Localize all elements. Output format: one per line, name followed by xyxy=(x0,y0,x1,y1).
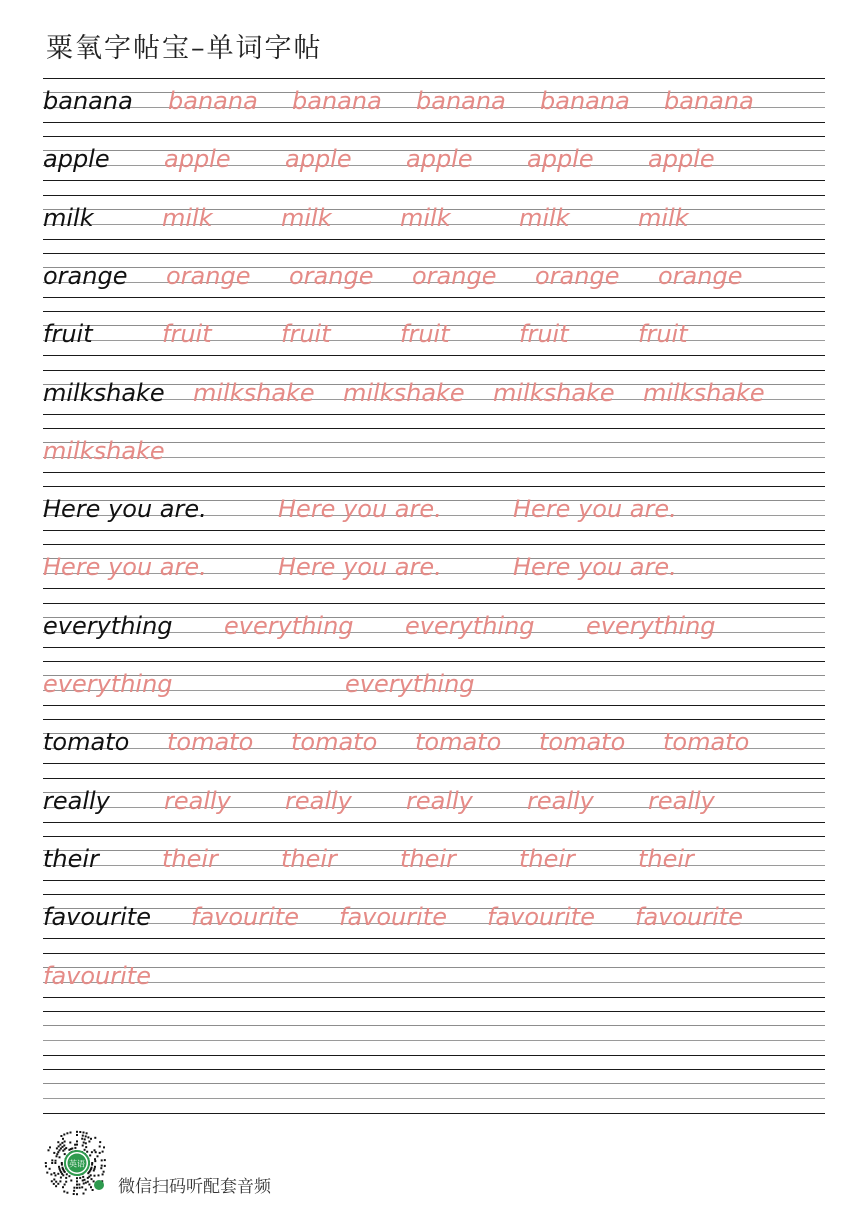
guide-line xyxy=(43,311,825,312)
guide-line xyxy=(43,428,825,429)
qr-code[interactable] xyxy=(42,1128,112,1198)
guide-line xyxy=(43,661,825,662)
writing-row xyxy=(43,547,825,605)
trace-word: their xyxy=(519,845,575,873)
trace-word: apple xyxy=(285,145,352,173)
model-word: tomato xyxy=(43,728,130,756)
writing-row xyxy=(43,373,825,431)
app-icon xyxy=(94,1180,104,1190)
writing-row xyxy=(43,839,825,897)
guide-line xyxy=(43,836,825,837)
trace-word: their xyxy=(400,845,456,873)
guide-line xyxy=(43,1011,825,1012)
trace-word: their xyxy=(638,845,694,873)
writing-row xyxy=(43,664,825,722)
guide-line xyxy=(43,778,825,779)
writing-row xyxy=(43,314,825,372)
trace-word: everything xyxy=(345,670,475,698)
writing-row xyxy=(43,81,825,139)
guide-line xyxy=(43,953,825,954)
trace-word: fruit xyxy=(638,320,688,348)
trace-word: fruit xyxy=(162,320,212,348)
model-word: favourite xyxy=(43,903,151,931)
trace-word: everything xyxy=(405,612,535,640)
trace-word: banana xyxy=(540,87,630,115)
trace-word: milk xyxy=(162,204,213,232)
trace-word: orange xyxy=(289,262,374,290)
trace-word: tomato xyxy=(291,728,378,756)
trace-word: milkshake xyxy=(43,437,165,465)
model-word: Here you are. xyxy=(43,495,207,523)
trace-word: apple xyxy=(406,145,473,173)
model-word: fruit xyxy=(43,320,93,348)
guide-line xyxy=(43,894,825,895)
trace-word: Here you are. xyxy=(513,495,677,523)
footer-caption: 微信扫码听配套音频 xyxy=(118,1177,271,1197)
guide-line xyxy=(43,719,825,720)
trace-word: milkshake xyxy=(643,379,765,407)
writing-row xyxy=(43,139,825,197)
trace-word: really xyxy=(285,787,352,815)
model-word: orange xyxy=(43,262,128,290)
writing-row xyxy=(43,897,825,955)
writing-row xyxy=(43,256,825,314)
trace-word: milk xyxy=(638,204,689,232)
trace-word: everything xyxy=(43,670,173,698)
writing-row xyxy=(43,606,825,664)
guide-line xyxy=(43,603,825,604)
writing-row xyxy=(43,781,825,839)
trace-word: banana xyxy=(292,87,382,115)
trace-word: banana xyxy=(168,87,258,115)
trace-word: Here you are. xyxy=(278,553,442,581)
trace-word: banana xyxy=(664,87,754,115)
trace-word: orange xyxy=(166,262,251,290)
writing-row xyxy=(43,1072,825,1130)
page-title: 粟氧字帖宝–单词字帖 xyxy=(46,33,323,64)
trace-word: their xyxy=(281,845,337,873)
guide-line xyxy=(43,195,825,196)
trace-word: banana xyxy=(416,87,506,115)
writing-row xyxy=(43,431,825,489)
trace-word: Here you are. xyxy=(278,495,442,523)
trace-word: milk xyxy=(519,204,570,232)
qr-badge-label: 英语 xyxy=(69,1159,85,1169)
trace-word: fruit xyxy=(519,320,569,348)
trace-word: favourite xyxy=(635,903,743,931)
trace-word: favourite xyxy=(43,962,151,990)
writing-row xyxy=(43,1014,825,1072)
guide-line xyxy=(43,136,825,137)
trace-word: tomato xyxy=(415,728,502,756)
trace-word: really xyxy=(648,787,715,815)
trace-word: milkshake xyxy=(493,379,615,407)
trace-word: favourite xyxy=(339,903,447,931)
model-word: their xyxy=(43,845,99,873)
trace-word: fruit xyxy=(400,320,450,348)
model-word: apple xyxy=(43,145,110,173)
trace-word: tomato xyxy=(167,728,254,756)
model-word: really xyxy=(43,787,110,815)
trace-word: apple xyxy=(164,145,231,173)
trace-word: milk xyxy=(400,204,451,232)
writing-row xyxy=(43,722,825,780)
trace-word: everything xyxy=(586,612,716,640)
trace-word: really xyxy=(527,787,594,815)
model-word: milk xyxy=(43,204,94,232)
trace-word: tomato xyxy=(663,728,750,756)
trace-word: apple xyxy=(527,145,594,173)
trace-word: everything xyxy=(224,612,354,640)
model-word: milkshake xyxy=(43,379,165,407)
guide-line xyxy=(43,544,825,545)
writing-row xyxy=(43,956,825,1014)
trace-word: orange xyxy=(535,262,620,290)
trace-word: really xyxy=(164,787,231,815)
trace-word: milkshake xyxy=(193,379,315,407)
trace-word: orange xyxy=(658,262,743,290)
ruled-writing-area xyxy=(43,78,825,1118)
trace-word: milk xyxy=(281,204,332,232)
trace-word: favourite xyxy=(191,903,299,931)
trace-word: really xyxy=(406,787,473,815)
writing-row xyxy=(43,489,825,547)
trace-word: apple xyxy=(648,145,715,173)
guide-line xyxy=(43,370,825,371)
model-word: everything xyxy=(43,612,173,640)
guide-line xyxy=(43,1069,825,1070)
writing-row xyxy=(43,198,825,256)
trace-word: Here you are. xyxy=(513,553,677,581)
model-word: banana xyxy=(43,87,133,115)
guide-line xyxy=(43,1113,825,1114)
trace-word: fruit xyxy=(281,320,331,348)
guide-line xyxy=(43,78,825,79)
trace-word: Here you are. xyxy=(43,553,207,581)
guide-line xyxy=(43,253,825,254)
trace-word: orange xyxy=(412,262,497,290)
guide-line xyxy=(43,486,825,487)
trace-word: tomato xyxy=(539,728,626,756)
trace-word: their xyxy=(162,845,218,873)
trace-word: favourite xyxy=(487,903,595,931)
trace-word: milkshake xyxy=(343,379,465,407)
